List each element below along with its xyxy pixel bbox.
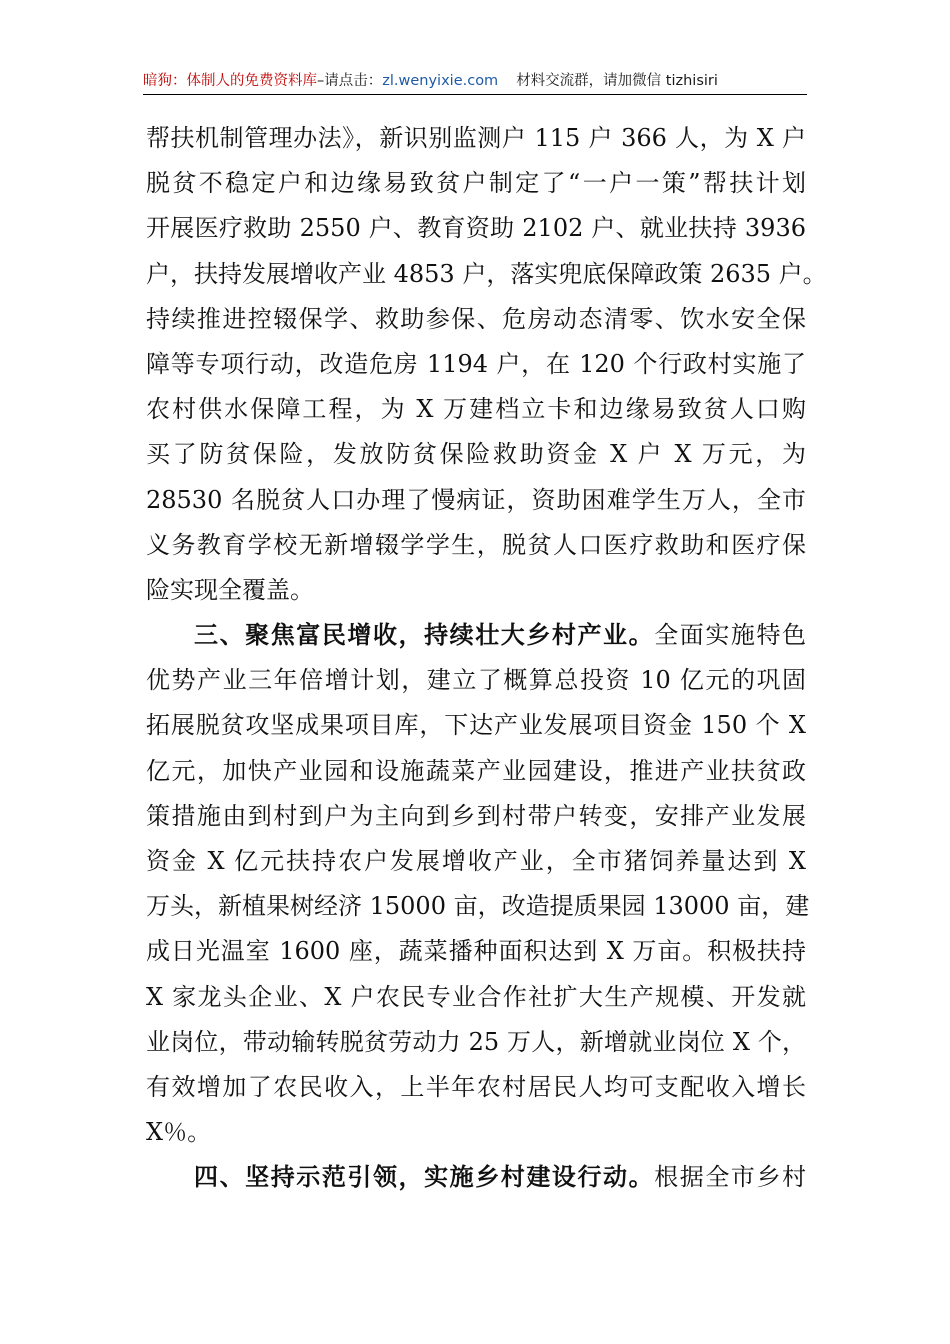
text-line: 障等专项行动，改造危房 1194 户，在 120 个行政村实施了 [146,349,806,378]
text-line: 买了防贫保险，发放防贫保险救助资金 X 户 X 万元，为 [146,440,806,469]
text-line: 策措施由到村到户为主向到乡到村带户转变，安排产业发展 [146,801,806,830]
text-line: 有效增加了农民收入，上半年农村居民人均可支配收入增长 [146,1072,806,1101]
text-line: 帮扶机制管理办法》，新识别监测户 115 户 366 人，为 X 户 [146,124,806,152]
paragraph-3 [146,1155,806,1200]
text-run: 根据全市乡村 [654,1163,807,1192]
text-line: X％。 [146,1118,212,1147]
text-line: 业岗位，带动输转脱贫劳动力 25 万人，新增就业岗位 X 个， [146,1027,806,1056]
text-run: 全面实施特色 [654,621,807,650]
paragraph-first-line [146,613,806,658]
section-heading: 四、坚持示范引领，实施乡村建设行动。 [194,1163,655,1192]
paragraph-1 [146,116,827,613]
text-line: 户，扶持发展增收产业 4853 户，落实兜底保障政策 2635 户。 [146,259,827,288]
text-line: 开展医疗救助 2550 户、教育资助 2102 户、就业扶持 3936 [146,214,806,243]
section-heading: 三、聚焦富民增收，持续壮大乡村产业。 [194,621,655,650]
text-line: 28530 名脱贫人口办理了慢病证，资助困难学生万人，全市 [146,485,806,514]
page-header [143,68,807,95]
text-line: 险实现全覆盖。 [146,575,314,604]
text-line: 义务教育学校无新增辍学学生，脱贫人口医疗救助和医疗保 [146,530,806,559]
text-line: 脱贫不稳定户和边缘易致贫户制定了“一户一策”帮扶计划 [146,169,806,198]
header-contact: 材料交流群，请加微信 tizhisiri [516,73,718,89]
text-line: 农村供水保障工程，为 X 万建档立卡和边缘易致贫人口购 [146,395,806,424]
document-body [146,116,827,1201]
text-line: 亿元，加快产业园和设施蔬菜产业园建设，推进产业扶贫政 [146,756,806,785]
text-line: 持续推进控辍保学、救助参保、危房动态清零、饮水安全保 [146,304,806,333]
paragraph-first-line [146,1155,806,1200]
header-prompt: –请点击： [317,73,383,89]
text-line: 成日光温室 1600 座，蔬菜播种面积达到 X 万亩。积极扶持 [146,937,806,966]
text-line: 资金 X 亿元扶持农户发展增收产业，全市猪饲养量达到 X [146,847,806,875]
text-line: 万头，新植果树经济 15000 亩，改造提质果园 13000 亩，建 [146,892,810,921]
header-url-link[interactable]: zl.wenyixie.com [382,73,499,89]
text-line: X 家龙头企业、X 户农民专业合作社扩大生产规模、开发就 [146,982,806,1011]
text-line: 拓展脱贫攻坚成果项目库，下达产业发展项目资金 150 个 X [146,711,806,740]
text-line: 优势产业三年倍增计划，建立了概算总投资 10 亿元的巩固 [146,666,806,695]
paragraph-2 [146,613,810,1155]
header-brand[interactable]: 暗狗：体制人的免费资料库 [143,73,317,89]
